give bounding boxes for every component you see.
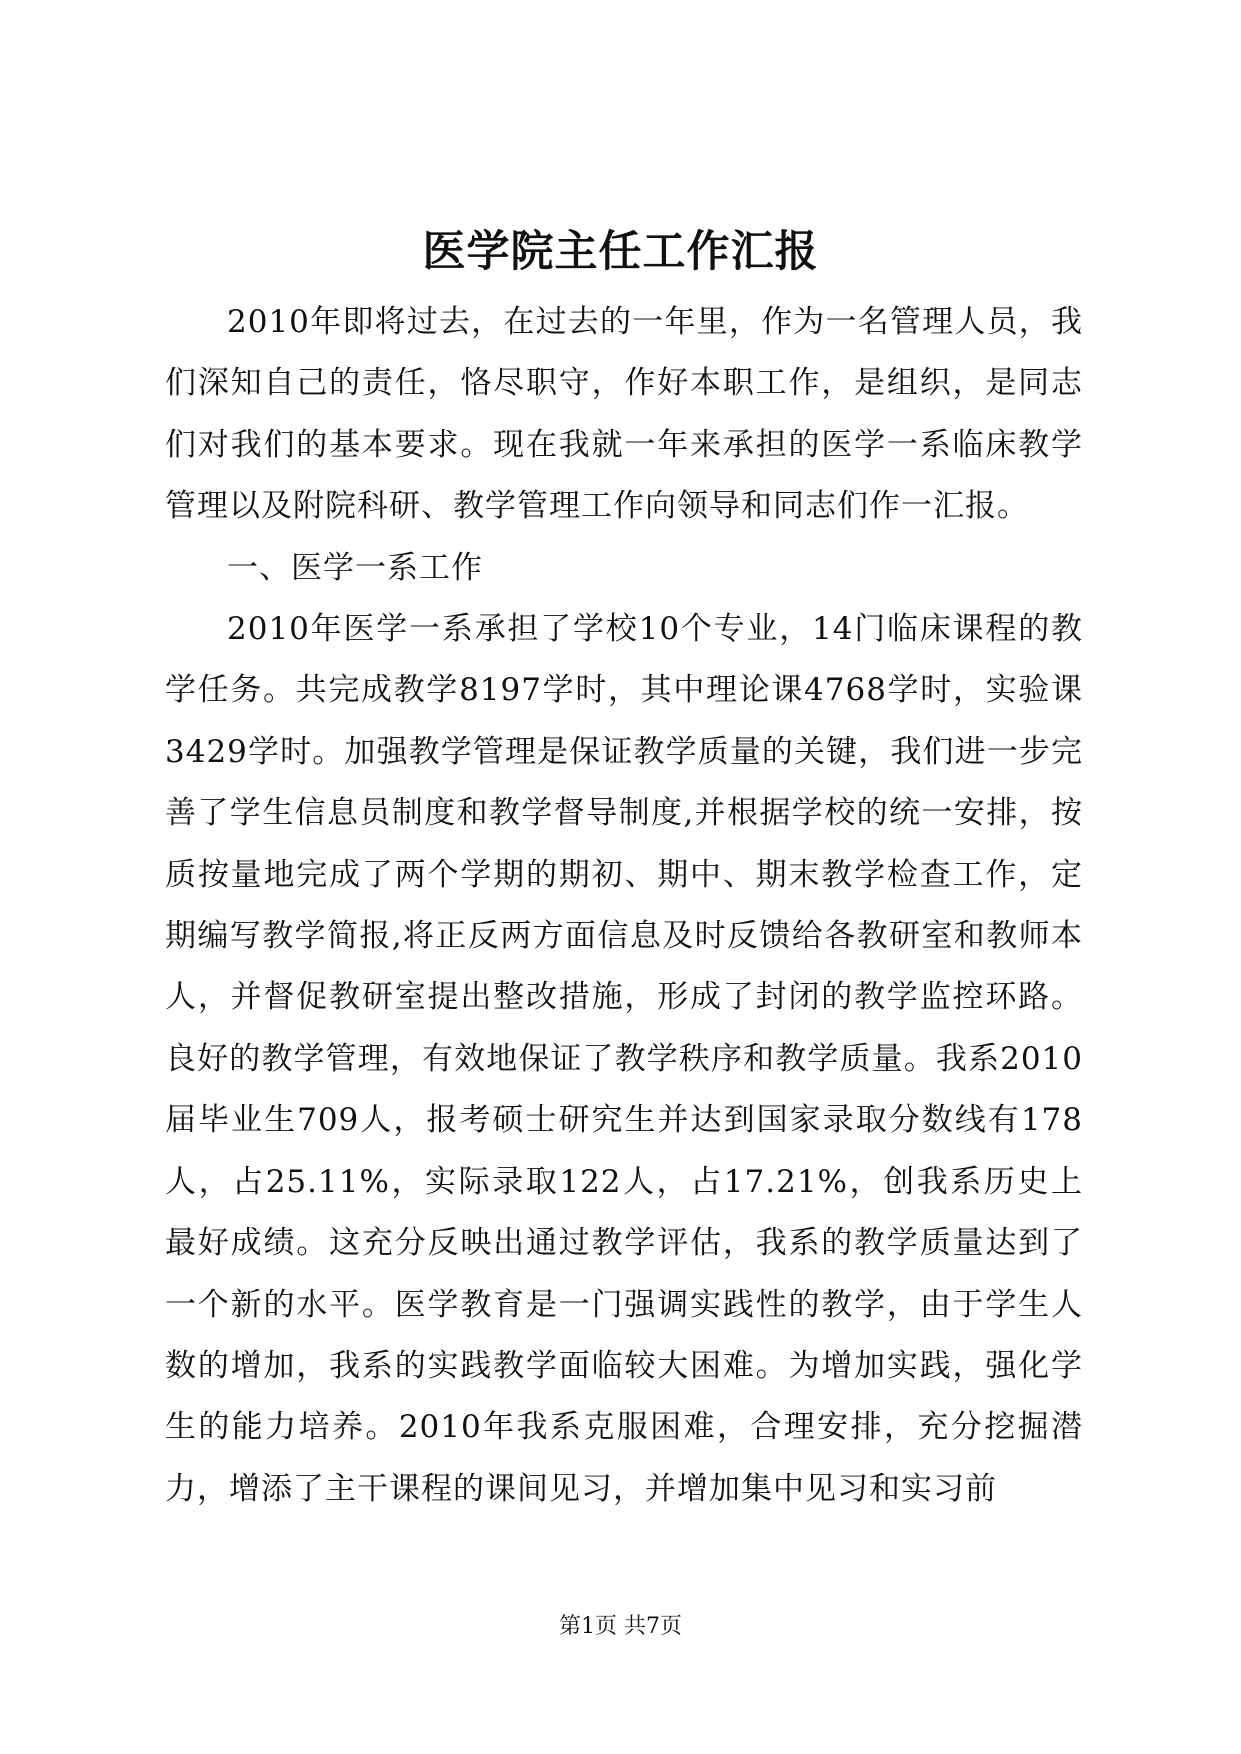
paragraph-section-1: 2010年医学一系承担了学校10个专业，14门临床课程的教学任务。共完成教学8197学时，其中理论课4768学时，实验课3429学时。加强教学管理是保证教学质量的关键，我们进一步完善了学生信息员制度和教学督导制度,并根据学校的统一安排，按质按量地完成了两个学期的期初、期中、期末教学检查工作，定期编写教学简报,将正反两方面信息及时反馈给各教研室和教师本人，并督促教研室提出整改措施，形成了封闭的教学监控环路。良好的教学管理，有效地保证了教学秩序和教学质量。我系2010届毕业生709人，报考硕士研究生并达到国家录取分数线有178人，占25.11%，实际录取122人，占17.21%，创我系历史上最好成绩。这充分反映出通过教学评估，我系的教学质量达到了一个新的水平。医学教育是一门强调实践性的教学，由于学生人数的增加，我系的实践教学面临较大困难。为增加实践，强化学生的能力培养。2010年我系克服困难，合理安排，充分挖掘潜力，增添了主干课程的课间见习，并增加集中见习和实习前 xyxy=(165,611,1083,1507)
document-title: 医学院主任工作汇报 xyxy=(422,227,819,277)
paragraph-intro: 2010年即将过去，在过去的一年里，作为一名管理人员，我们深知自己的责任，恪尽职守，作好本职工作，是组织，是同志们对我们的基本要求。现在我就一年来承担的医学一系临床教学管理以及附院科研、教学管理工作向领导和同志们作一汇报。 xyxy=(165,304,1083,525)
document-body xyxy=(165,292,1083,1520)
section-heading-1: 一、医学一系工作 xyxy=(227,549,483,586)
page-number-footer: 第1页 共7页 xyxy=(559,1614,682,1639)
